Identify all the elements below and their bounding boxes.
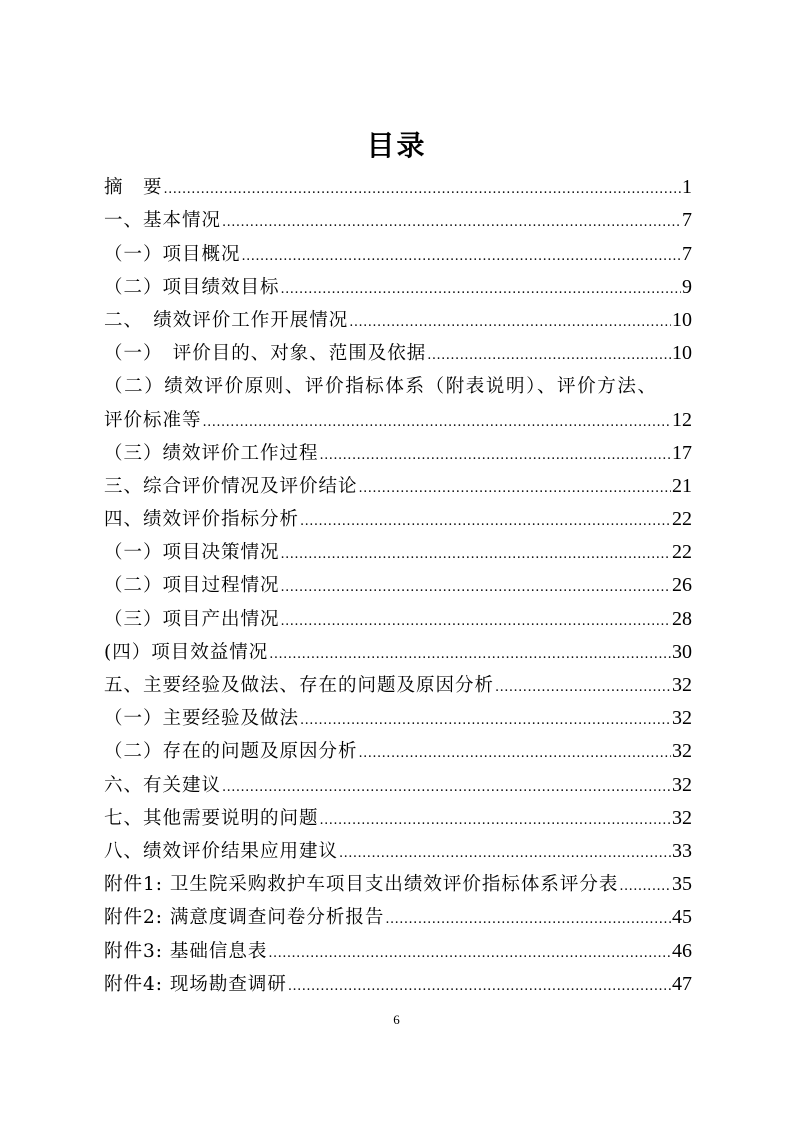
- toc-entry-page: 47: [672, 972, 692, 995]
- dot-leader: [281, 579, 671, 597]
- toc-entry[interactable]: [104, 732, 692, 765]
- dot-leader: [619, 878, 671, 896]
- dot-leader: [203, 414, 671, 432]
- toc-entry-page: 7: [682, 209, 692, 232]
- toc-entry-label: (四）项目效益情况: [104, 641, 269, 663]
- toc-entry-page: 32: [672, 674, 692, 696]
- toc-entry[interactable]: [104, 931, 692, 964]
- table-of-contents: [104, 168, 692, 998]
- toc-entry[interactable]: [104, 500, 692, 533]
- toc-entry[interactable]: [104, 799, 692, 832]
- toc-entry[interactable]: [104, 699, 692, 732]
- dot-leader: [269, 646, 671, 664]
- toc-entry[interactable]: [104, 832, 692, 865]
- dot-leader: [242, 248, 681, 266]
- toc-entry[interactable]: [104, 566, 692, 599]
- toc-entry-label: 三、综合评价情况及评价结论: [104, 475, 358, 497]
- toc-entry-label: 四、绩效评价指标分析: [104, 509, 300, 531]
- toc-entry[interactable]: [104, 400, 692, 433]
- toc-entry[interactable]: [104, 234, 692, 267]
- dot-leader: [427, 347, 671, 365]
- toc-entry[interactable]: [104, 865, 692, 898]
- toc-entry-page: 12: [672, 408, 692, 431]
- toc-entry-label: （二）绩效评价原则、评价指标体系（附表说明）、评价方法、: [104, 376, 658, 398]
- toc-entry-page: 26: [672, 574, 692, 597]
- toc-entry-label: （一）项目概况: [104, 243, 241, 265]
- dot-leader: [281, 281, 681, 299]
- toc-entry-label: 摘 要: [104, 177, 163, 199]
- toc-entry-label: 附件4: 现场勘查调研: [104, 973, 287, 995]
- toc-entry[interactable]: [104, 201, 692, 234]
- toc-entry[interactable]: [104, 467, 692, 500]
- dot-leader: [339, 845, 671, 863]
- toc-entry-page: 21: [672, 474, 692, 497]
- dot-leader: [320, 812, 671, 830]
- toc-entry[interactable]: [104, 367, 692, 400]
- toc-entry-page: 32: [672, 806, 692, 829]
- toc-entry-label: （三）项目产出情况: [104, 608, 280, 630]
- dot-leader: [164, 181, 681, 199]
- toc-entry[interactable]: [104, 301, 692, 334]
- toc-entry-label: 评价标准等: [104, 409, 202, 431]
- toc-entry[interactable]: [104, 268, 692, 301]
- toc-entry-page: 22: [672, 508, 692, 531]
- toc-entry-label: （二）项目绩效目标: [104, 276, 280, 298]
- dot-leader: [385, 911, 671, 929]
- dot-leader: [281, 613, 671, 631]
- dot-leader: [288, 978, 671, 996]
- toc-entry-label: （二）存在的问题及原因分析: [104, 741, 358, 763]
- toc-entry-label: 附件1: 卫生院采购救护车项目支出绩效评价指标体系评分表: [104, 874, 619, 896]
- toc-entry[interactable]: [104, 633, 692, 666]
- toc-entry-label: 七、其他需要说明的问题: [104, 807, 319, 829]
- toc-entry-label: 一、基本情况: [104, 210, 222, 232]
- toc-title: 目录: [366, 129, 427, 162]
- toc-entry[interactable]: [104, 334, 692, 367]
- toc-entry-page: 28: [672, 607, 692, 630]
- toc-entry-page: 17: [672, 441, 692, 464]
- toc-entry-page: 46: [672, 939, 692, 962]
- toc-entry[interactable]: [104, 898, 692, 931]
- dot-leader: [222, 214, 681, 232]
- dot-leader: [222, 779, 671, 797]
- toc-entry-page: 22: [672, 541, 692, 564]
- toc-entry-page: 32: [672, 740, 692, 763]
- toc-entry-page: 10: [672, 308, 692, 331]
- toc-entry-label: 八、绩效评价结果应用建议: [104, 840, 339, 862]
- toc-entry-label: （一）项目决策情况: [104, 542, 280, 564]
- dot-leader: [359, 480, 671, 498]
- toc-entry-page: 7: [682, 242, 692, 265]
- toc-entry-page: 9: [682, 275, 692, 298]
- toc-entry-label: 附件2: 满意度调查问卷分析报告: [104, 907, 385, 929]
- toc-entry-label: 二、 绩效评价工作开展情况: [104, 309, 349, 331]
- toc-entry-label: （一）主要经验及做法: [104, 708, 300, 730]
- toc-entry-label: （一） 评价目的、对象、范围及依据: [104, 343, 427, 365]
- toc-entry-page: 45: [672, 906, 692, 929]
- dot-leader: [281, 546, 671, 564]
- toc-entry[interactable]: [104, 965, 692, 998]
- toc-entry[interactable]: [104, 168, 692, 201]
- dot-leader: [268, 945, 671, 963]
- dot-leader: [349, 314, 671, 332]
- toc-entry[interactable]: [104, 599, 692, 632]
- toc-entry-page: 32: [672, 773, 692, 796]
- toc-entry-page: 32: [672, 707, 692, 730]
- toc-entry-page: 30: [672, 640, 692, 663]
- toc-entry[interactable]: [104, 533, 692, 566]
- toc-entry[interactable]: [104, 765, 692, 798]
- toc-entry-page: 1: [682, 176, 692, 199]
- page-number: 6: [393, 1012, 400, 1027]
- toc-entry-label: （二）项目过程情况: [104, 575, 280, 597]
- toc-entry[interactable]: [104, 434, 692, 467]
- dot-leader: [320, 447, 671, 465]
- toc-entry-page: 10: [672, 342, 692, 365]
- toc-entry[interactable]: [104, 666, 692, 699]
- toc-entry-label: 附件3: 基础信息表: [104, 940, 268, 962]
- toc-entry-page: 35: [672, 873, 692, 896]
- toc-entry-label: 六、有关建议: [104, 774, 222, 796]
- toc-entry-page: 33: [672, 839, 692, 862]
- toc-entry-label: 五、主要经验及做法、存在的问题及原因分析: [104, 675, 495, 696]
- dot-leader: [495, 679, 671, 697]
- dot-leader: [300, 712, 671, 730]
- toc-entry-label: （三）绩效评价工作过程: [104, 442, 319, 464]
- dot-leader: [300, 513, 671, 531]
- dot-leader: [359, 745, 671, 763]
